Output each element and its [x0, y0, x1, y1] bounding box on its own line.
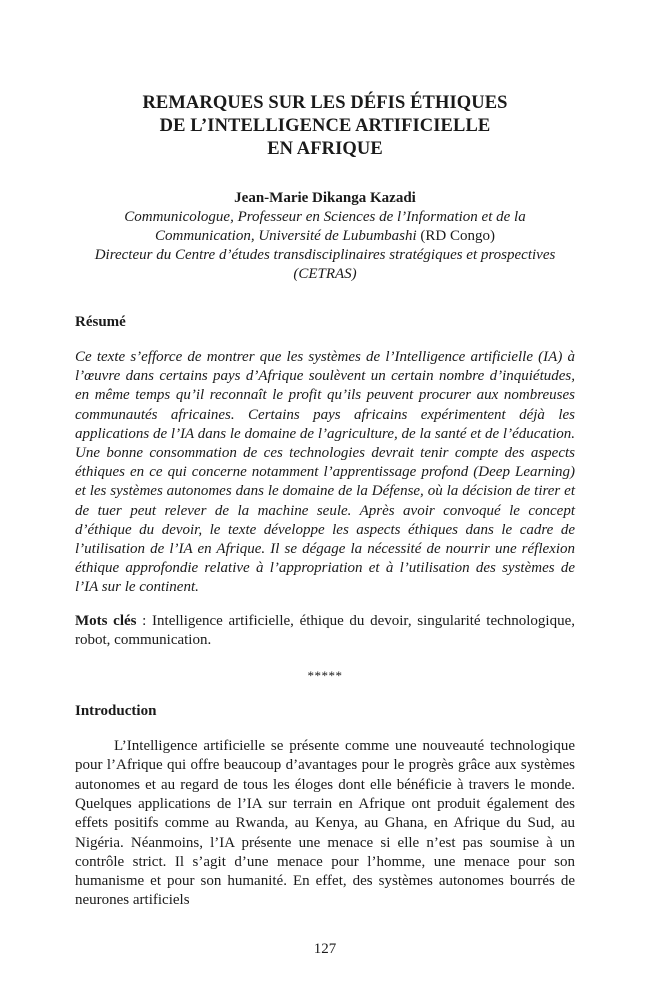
affiliation-university: Communication, Université de Lubumbashi — [155, 228, 417, 244]
author-block — [75, 189, 575, 284]
page-number: 127 — [313, 941, 337, 957]
title-line-3: EN AFRIQUE — [267, 139, 383, 159]
title-line-1: REMARQUES SUR LES DÉFIS ÉTHIQUES — [142, 93, 508, 113]
keywords-label: Mots clés — [75, 612, 137, 629]
keywords — [75, 612, 575, 650]
keywords-separator: : — [136, 612, 153, 629]
affiliation-line-1: Communicologue, Professeur en Sciences de l’Information et de la — [124, 209, 526, 225]
resume-heading: Résumé — [75, 314, 126, 330]
keywords-text: Intelligence artificielle, éthique du devoir, singularité technologique, robot, communication. — [75, 612, 575, 648]
page-content — [75, 92, 575, 926]
section-separator: ***** — [307, 668, 343, 684]
affiliation-line-3: Directeur du Centre d’études transdisciplinaires stratégiques et prospectives — [94, 247, 556, 263]
resume-text: Ce texte s’efforce de montrer que les systèmes de l’Intelligence artificielle (IA) à l’œuvre dans certains pays d’Afrique soulèvent un certain nombre d’inquiétudes, en même temps qu’il reconnaît le profit qu’ils peuvent procurer aux nombreuses communautés africaines. Certains pays africains expérimentent déjà les applications de l’IA dans le domaine de l’agriculture, de la santé et de l’éducation. Une bonne consommation de ces technologies devrait tenir compte des aspects éthiques en ce qui concerne notamment l’apprentissage profond (Deep Learning) et les systèmes autonomes dans le domaine de la Défense, où la décision de tirer et de tuer peut relever de la machine seule. Après avoir convoqué le concept d’éthique du devoir, le texte développe les aspects éthiques dans le cadre de l’utilisation de l’IA en Afrique. Il se dégage la nécessité de nourrir une réflexion éthique approfondie relative à l’appropriation et à l’utilisation des systèmes de l’IA sur le continent. — [75, 349, 575, 596]
affiliation-line-2 — [75, 227, 575, 246]
introduction-heading: Introduction — [75, 703, 157, 720]
article-title — [75, 92, 575, 161]
introduction-text: L’Intelligence artificielle se présente comme une nouveauté technologique pour l’Afrique qui offre beaucoup d’avantages pour le progrès grâce aux systèmes autonomes et au regard de tous les éloges dont elle bénéficie à travers le monde. Quelques applications de l’IA sur terrain en Afrique ont produit également des effets positifs comme au Rwanda, au Kenya, au Ghana, en Afrique du Sud, au Nigéria. Néanmoins, l’IA présente une menace si elle n’est pas soumise à un contrôle strict. Il s’agit d’une menace pour l’homme, une menace pour son humanisme et pour son humanité. En effet, des systèmes autonomes bourrés de neurones artificiels — [75, 738, 575, 909]
affiliation-line-4: (CETRAS) — [293, 266, 357, 282]
affiliation-country: (RD Congo) — [416, 228, 495, 244]
author-name: Jean-Marie Dikanga Kazadi — [234, 190, 416, 206]
title-line-2: DE L’INTELLIGENCE ARTIFICIELLE — [159, 116, 491, 136]
